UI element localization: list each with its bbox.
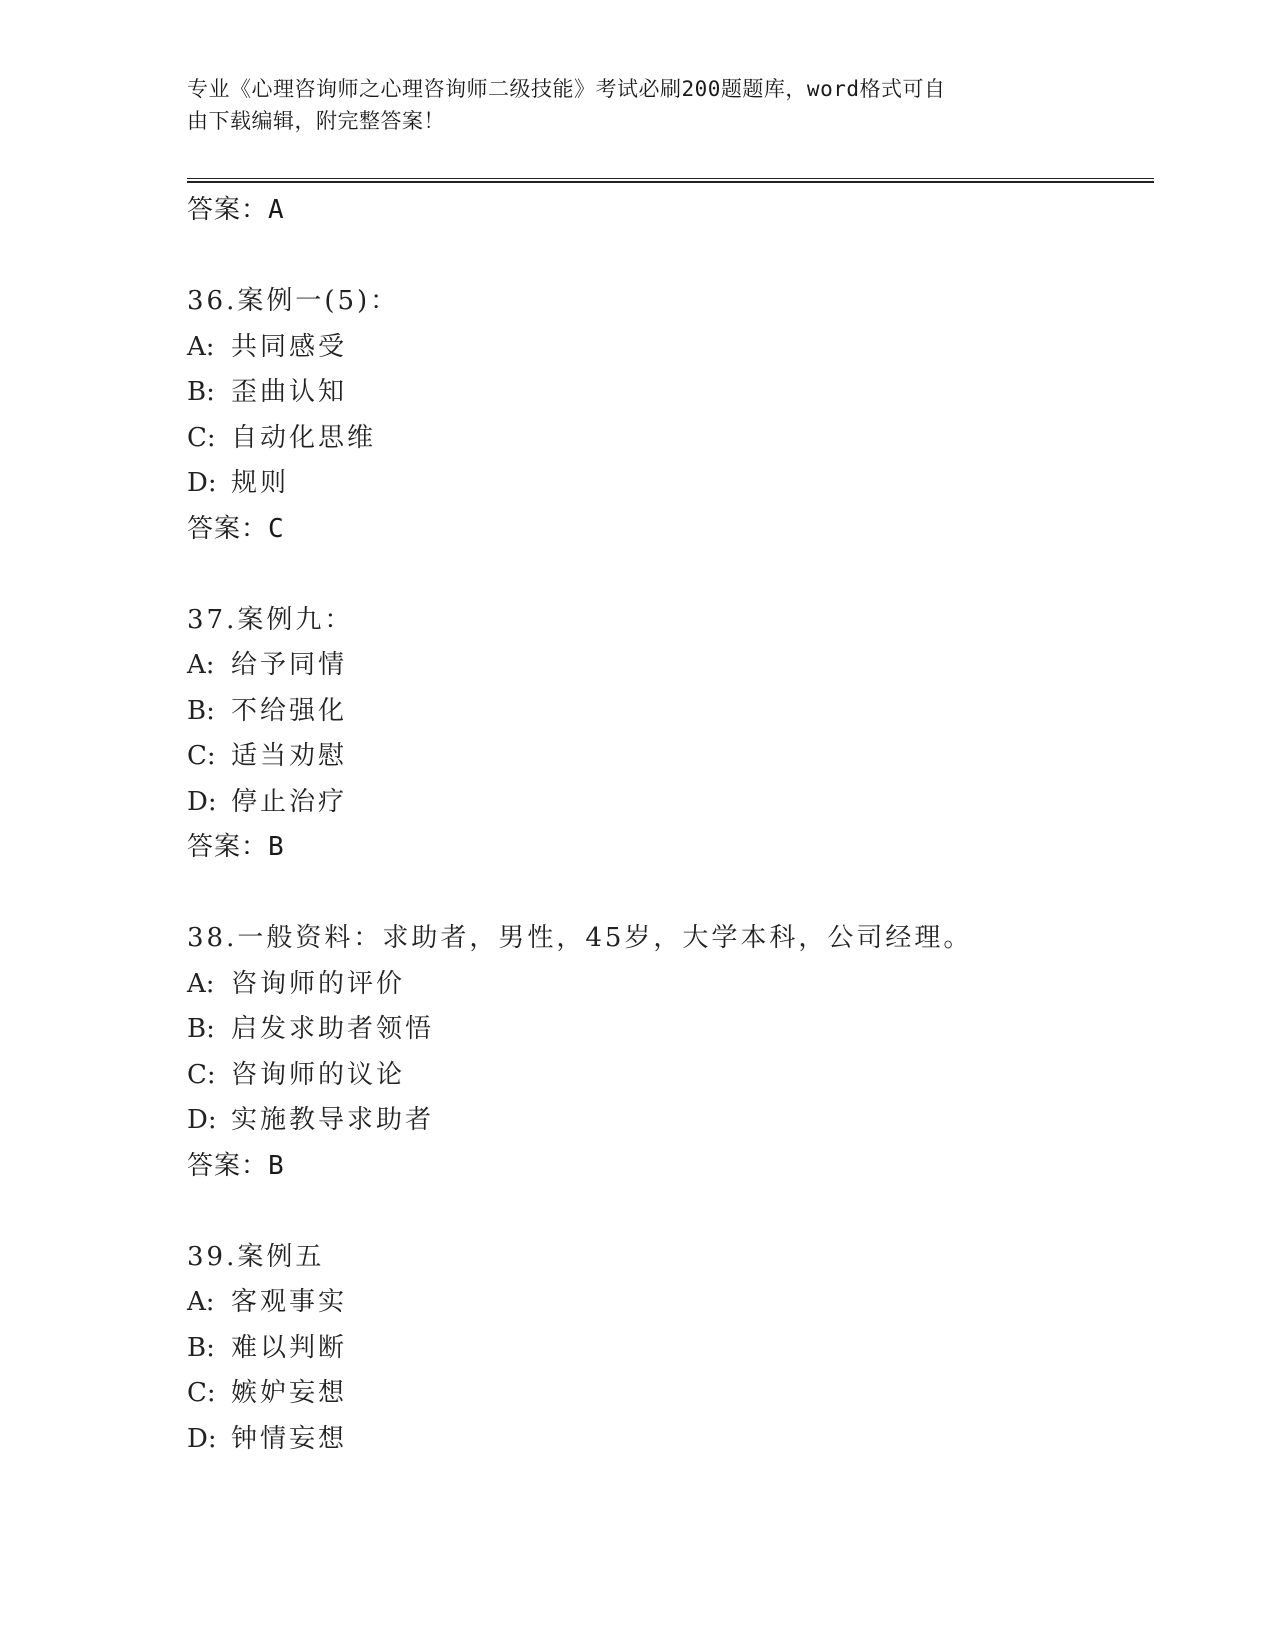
option-d <box>187 461 1154 507</box>
option-b <box>187 689 1154 735</box>
question-title: 38.一般资料：求助者，男性，45岁，大学本科，公司经理。 <box>187 923 973 953</box>
option-letter: D: <box>187 1105 217 1135</box>
answer-line: 答案：B <box>187 1150 285 1181</box>
option-text: 规则 <box>231 468 290 498</box>
option-letter: C: <box>187 741 216 771</box>
question-block-38 <box>187 916 1154 1189</box>
document-header <box>187 73 1067 137</box>
option-text: 适当劝慰 <box>231 741 348 771</box>
option-letter: B: <box>187 1014 215 1044</box>
option-letter: C: <box>187 1378 216 1408</box>
option-a <box>187 325 1154 371</box>
option-text: 嫉妒妄想 <box>231 1378 348 1408</box>
option-b <box>187 1007 1154 1053</box>
header-intro-line-1: 专业《心理咨询师之心理咨询师二级技能》考试必刷200题题库，word格式可自 <box>187 77 946 101</box>
option-c <box>187 1053 1154 1099</box>
spacer <box>187 234 1154 280</box>
option-text: 钟情妄想 <box>231 1423 348 1454</box>
question-block-37 <box>187 598 1154 871</box>
option-c <box>187 416 1154 462</box>
option-d <box>187 1417 1154 1463</box>
option-letter: B: <box>187 1332 215 1363</box>
option-text: 给予同情 <box>231 650 348 680</box>
previous-answer: 答案：A <box>187 195 285 225</box>
question-list <box>187 188 1154 1462</box>
answer-line: 答案：B <box>187 832 285 862</box>
question-block-36 <box>187 279 1154 552</box>
option-letter: A: <box>187 650 215 680</box>
option-text: 咨询师的议论 <box>231 1059 406 1090</box>
question-title: 37.案例九： <box>187 604 354 635</box>
option-text: 咨询师的评价 <box>231 968 406 999</box>
spacer <box>187 1189 1154 1235</box>
question-title: 36.案例一(5)： <box>187 286 400 316</box>
option-letter: A: <box>187 968 215 999</box>
question-title: 39.案例五 <box>187 1241 325 1272</box>
option-letter: C: <box>187 1059 216 1090</box>
option-text: 客观事实 <box>231 1287 348 1317</box>
option-b <box>187 1326 1154 1372</box>
option-text: 停止治疗 <box>231 786 348 817</box>
option-c <box>187 734 1154 780</box>
option-c <box>187 1371 1154 1417</box>
option-a <box>187 1280 1154 1326</box>
header-divider <box>187 178 1154 183</box>
spacer <box>187 552 1154 598</box>
option-text: 歪曲认知 <box>231 377 348 407</box>
option-d <box>187 1098 1154 1144</box>
option-text: 自动化思维 <box>231 422 377 453</box>
option-a <box>187 962 1154 1008</box>
option-letter: A: <box>187 331 215 362</box>
option-text: 启发求助者领悟 <box>231 1014 435 1044</box>
option-letter: D: <box>187 1423 217 1454</box>
spacer <box>187 871 1154 917</box>
option-text: 共同感受 <box>231 331 348 362</box>
option-b <box>187 370 1154 416</box>
option-letter: A: <box>187 1287 215 1317</box>
answer-line: 答案：C <box>187 513 285 544</box>
option-text: 难以判断 <box>231 1332 348 1363</box>
question-block-39 <box>187 1235 1154 1463</box>
option-a <box>187 643 1154 689</box>
option-letter: B: <box>187 377 215 407</box>
option-text: 实施教导求助者 <box>231 1105 435 1135</box>
option-letter: D: <box>187 468 217 498</box>
option-letter: D: <box>187 786 217 817</box>
option-letter: C: <box>187 422 216 453</box>
header-intro-line-2: 由下载编辑，附完整答案！ <box>187 109 445 133</box>
option-letter: B: <box>187 695 215 726</box>
option-d <box>187 780 1154 826</box>
option-text: 不给强化 <box>231 695 348 726</box>
